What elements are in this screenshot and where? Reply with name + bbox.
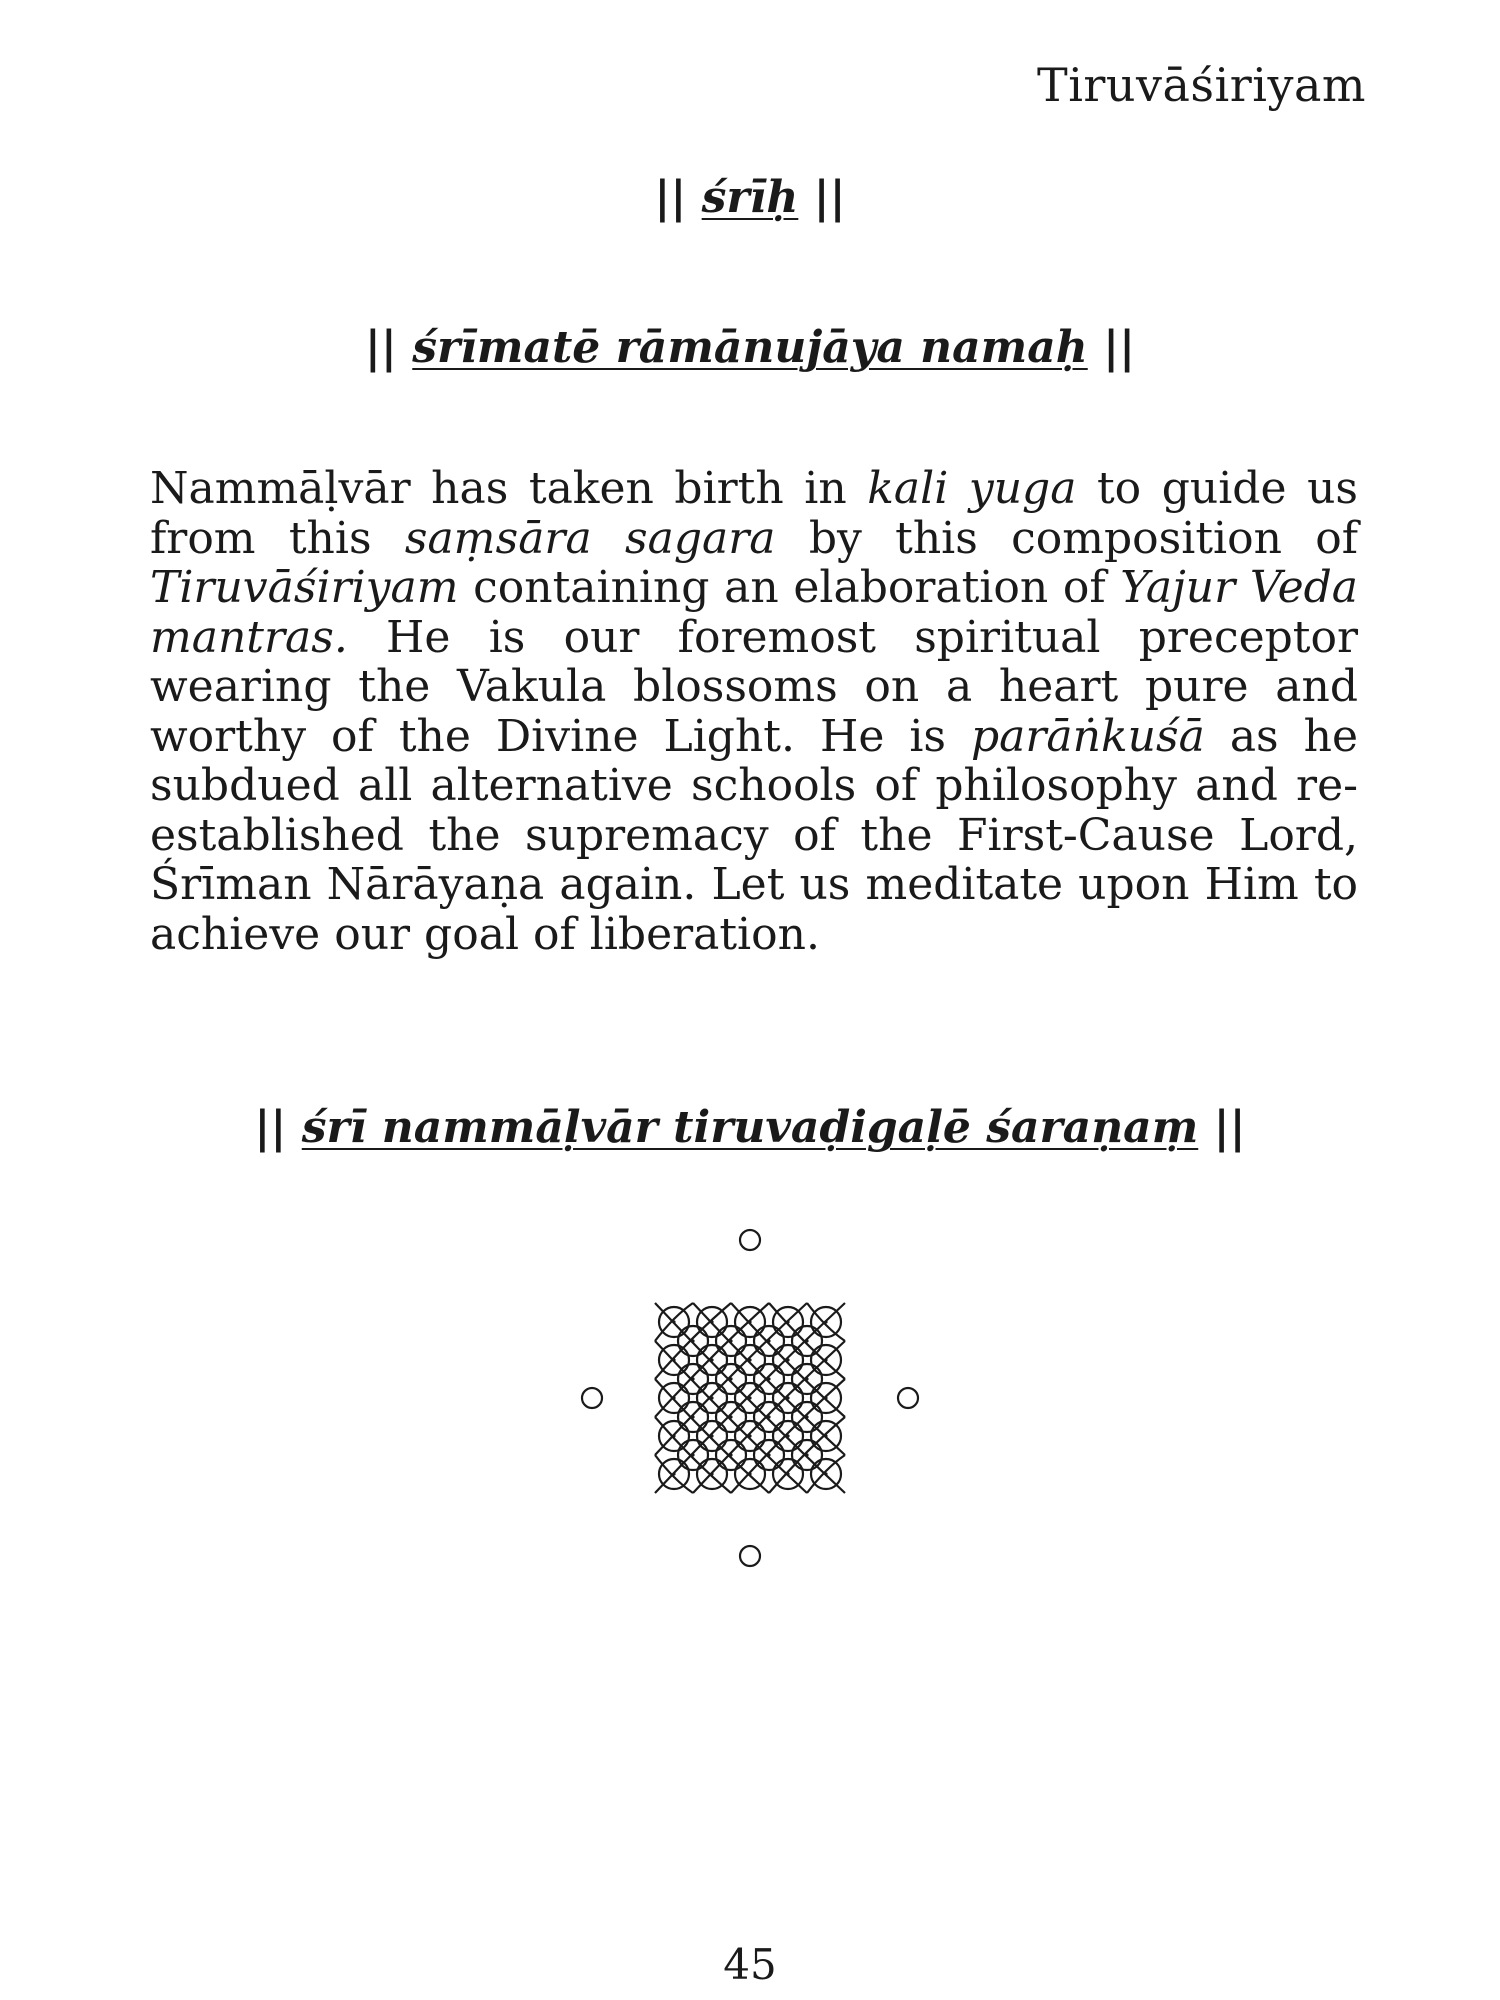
kolam-dot xyxy=(824,1358,827,1361)
kolam-dot xyxy=(710,1396,713,1399)
kolam-dot xyxy=(805,1415,808,1418)
paragraph-text: to guide us from this xyxy=(150,463,1358,564)
kolam-end-loop xyxy=(898,1388,918,1408)
kolam-dot xyxy=(767,1377,770,1380)
kolam-dot xyxy=(805,1377,808,1380)
kolam-dot xyxy=(748,1396,751,1399)
kolam-dot xyxy=(786,1472,789,1475)
page-number: 45 xyxy=(723,1940,777,1989)
kolam-dot xyxy=(691,1339,694,1342)
paragraph-italic-term: parāṅkuśā xyxy=(971,710,1205,762)
invocation-text: śrīḥ xyxy=(701,172,799,223)
kolam-dot xyxy=(691,1453,694,1456)
invocation-ramanuja xyxy=(0,322,1500,373)
kolam-dot xyxy=(824,1472,827,1475)
kolam-dot xyxy=(691,1377,694,1380)
kolam-dot xyxy=(729,1453,732,1456)
paragraph-text: as he subdued all alternative schools of philosophy and re-established the supremacy of the First-Cause Lord, Śrīman Nārāyaṇa again. Let us meditate upon Him to achieve our goal of liberation. xyxy=(150,710,1358,960)
kolam-dot xyxy=(786,1320,789,1323)
kolam-dot xyxy=(786,1396,789,1399)
invocation-close-mark: || xyxy=(1103,322,1136,373)
kolam-dot xyxy=(710,1434,713,1437)
kolam-dot xyxy=(824,1320,827,1323)
kolam-dot xyxy=(786,1358,789,1361)
paragraph-italic-term: Tiruvāśiriyam xyxy=(150,562,459,613)
kolam-end-loop xyxy=(582,1388,602,1408)
invocation-open-mark: || xyxy=(654,172,687,223)
kolam-dot xyxy=(805,1453,808,1456)
invocation-srih xyxy=(0,172,1500,223)
invocation-text: śrīmatē rāmānujāya namaḥ xyxy=(412,322,1088,373)
kolam-dot xyxy=(805,1339,808,1342)
kolam-dot xyxy=(672,1320,675,1323)
kolam-ornament-icon xyxy=(580,1228,920,1568)
kolam-dot xyxy=(729,1339,732,1342)
kolam-end-loop xyxy=(740,1546,760,1566)
kolam-dot xyxy=(824,1434,827,1437)
kolam-dot xyxy=(710,1472,713,1475)
invocation-nammalvar xyxy=(0,1102,1500,1153)
invocation-open-mark: || xyxy=(364,322,397,373)
invocation-text: śrī nammāḷvār tiruvaḍigaḷē śaraṇaṃ xyxy=(301,1102,1199,1153)
kolam-dot xyxy=(767,1453,770,1456)
kolam-dot xyxy=(672,1396,675,1399)
paragraph-text: containing an elaboration of xyxy=(458,562,1121,613)
paragraph-text: by this composition of xyxy=(775,512,1359,564)
kolam-dot xyxy=(748,1358,751,1361)
kolam-dot xyxy=(786,1434,789,1437)
kolam-dot xyxy=(672,1434,675,1437)
kolam-dot xyxy=(748,1320,751,1323)
invocation-close-mark: || xyxy=(1213,1102,1246,1153)
kolam-dot xyxy=(710,1320,713,1323)
kolam-dot xyxy=(729,1415,732,1418)
kolam-dot xyxy=(672,1358,675,1361)
invocation-close-mark: || xyxy=(813,172,846,223)
kolam-dot xyxy=(729,1377,732,1380)
invocation-open-mark: || xyxy=(254,1102,287,1153)
kolam-dot xyxy=(710,1358,713,1361)
kolam-dot xyxy=(748,1434,751,1437)
paragraph-italic-term: saṃsāra sagara xyxy=(404,512,776,564)
kolam-dot xyxy=(672,1472,675,1475)
kolam-dot xyxy=(691,1415,694,1418)
paragraph-text: Nammāḷvār has taken birth in xyxy=(150,463,868,514)
kolam-dot xyxy=(824,1396,827,1399)
kolam-dot xyxy=(767,1415,770,1418)
kolam-end-loop xyxy=(740,1230,760,1250)
paragraph-italic-term: kali yuga xyxy=(867,463,1077,514)
running-head: Tiruvāśiriyam xyxy=(1037,58,1366,112)
paragraph-text: He is our foremost spiritual preceptor wearing the Vakula blossoms on a heart pure and worthy of the Divine Light. He is xyxy=(150,611,1358,762)
paragraph-italic-term: Yajur Veda mantras. xyxy=(150,562,1359,663)
kolam-dot xyxy=(748,1472,751,1475)
kolam-dot xyxy=(767,1339,770,1342)
body-paragraph xyxy=(150,464,1358,959)
